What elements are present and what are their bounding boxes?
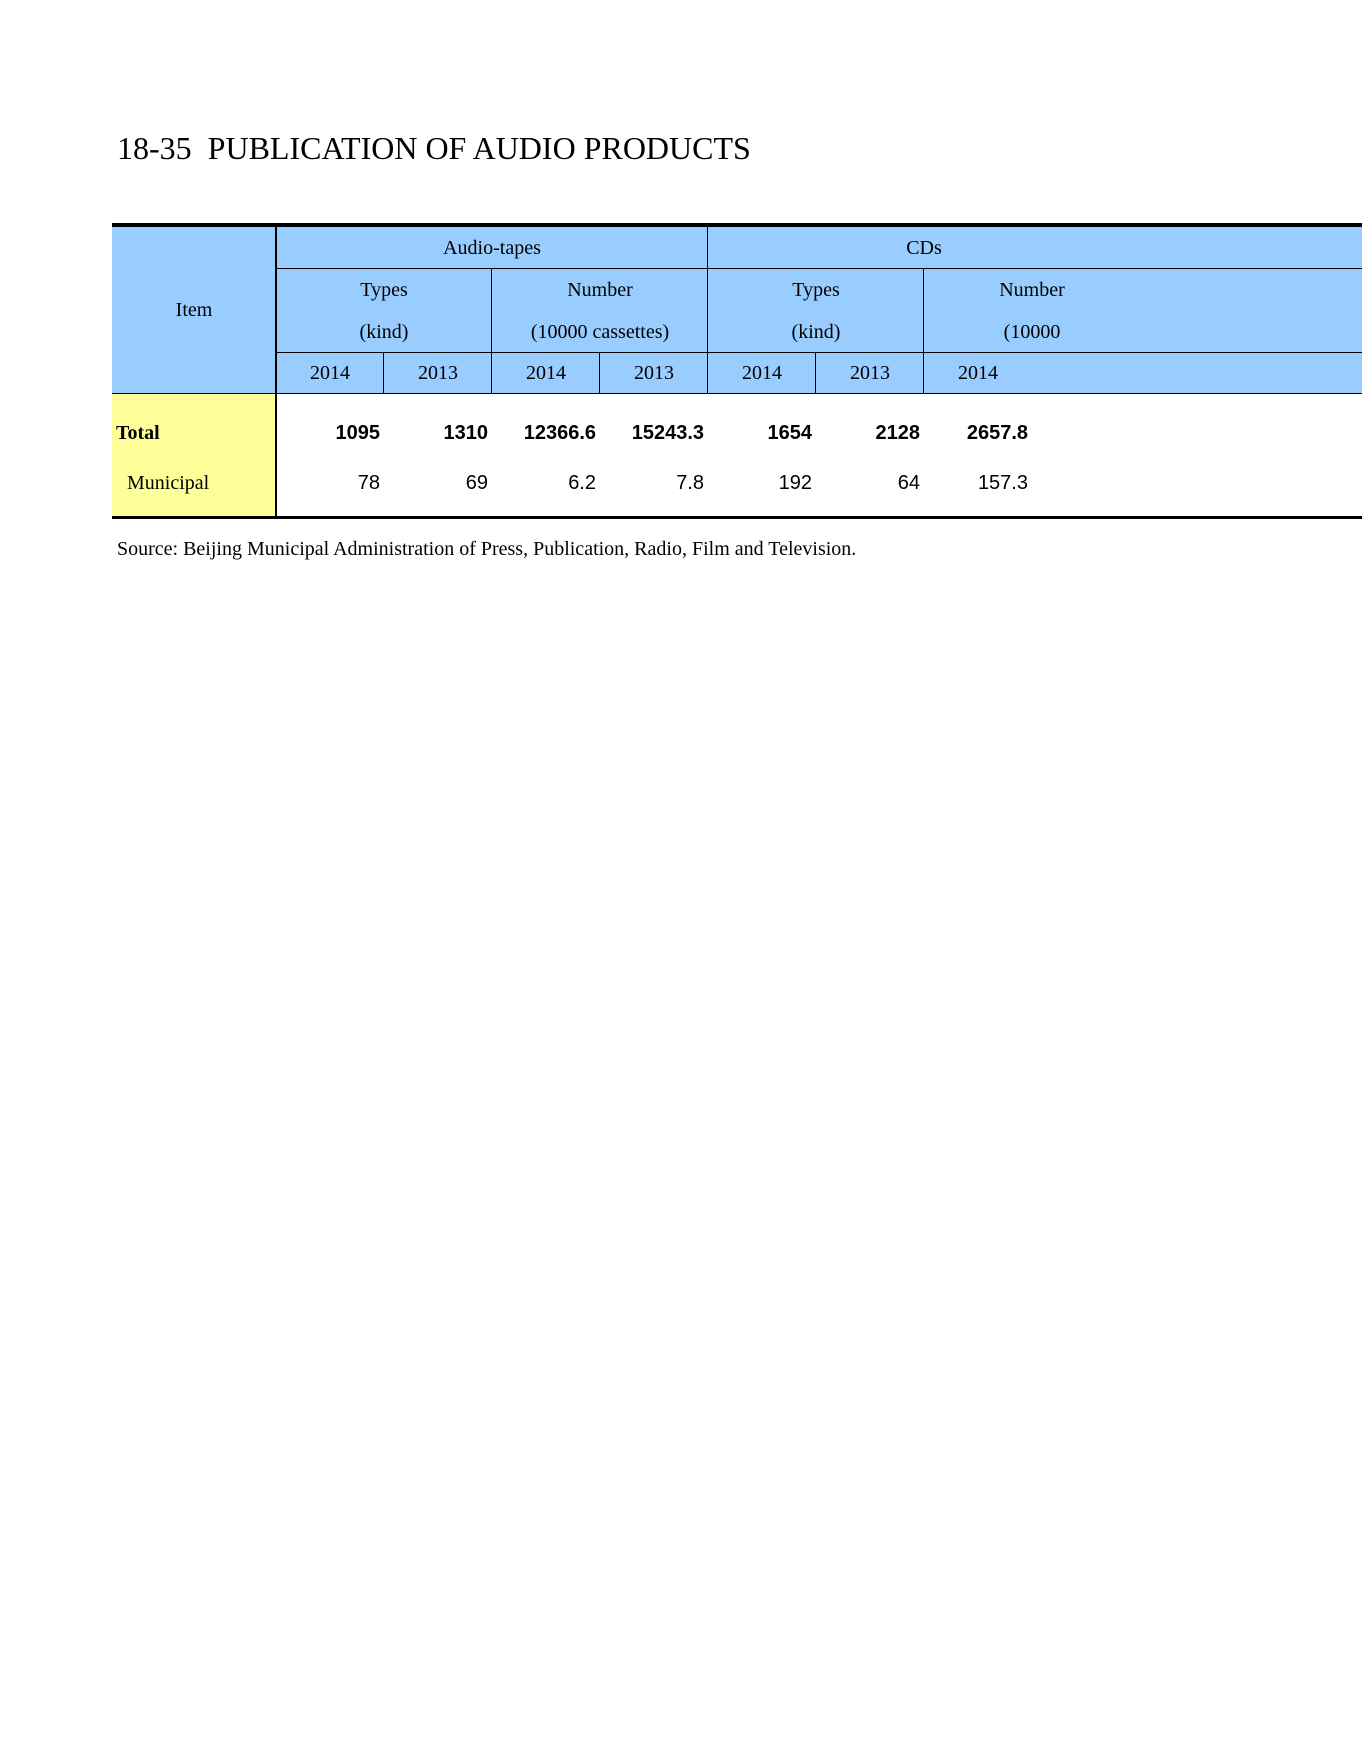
table-cell: 157.3	[977, 471, 1028, 494]
table-cell: 1654	[767, 421, 812, 444]
table-cell: 1095	[335, 421, 380, 444]
column-divider	[275, 227, 277, 516]
subgroup-header	[276, 269, 492, 353]
subgroup-unit: (10000	[1003, 321, 1061, 343]
subgroup-unit: (kind)	[359, 321, 409, 343]
subgroup-header	[492, 269, 708, 353]
year-header: 2014	[310, 362, 350, 384]
subgroup-unit: (kind)	[791, 321, 841, 343]
subgroup-label: Number	[567, 279, 633, 301]
subgroup-header	[708, 269, 924, 353]
group-header-audio-tapes: Audio-tapes	[443, 236, 541, 259]
column-divider	[707, 227, 708, 394]
source-note: Source: Beijing Municipal Administration of Press, Publication, Radio, Film and Television.	[117, 538, 857, 560]
page-title: 18-35 PUBLICATION OF AUDIO PRODUCTS	[117, 130, 751, 166]
header-bottom-rule	[112, 393, 1362, 394]
table-cell: 2128	[875, 421, 920, 444]
year-header: 2014	[526, 362, 566, 384]
table-cell: 15243.3	[631, 421, 704, 444]
year-header: 2013	[418, 362, 458, 384]
table-cell: 78	[357, 471, 380, 494]
year-header: 2014	[742, 362, 782, 384]
row-label-municipal: Municipal	[127, 471, 210, 494]
row-divider	[276, 268, 1362, 269]
subgroup-label: Types	[792, 279, 840, 301]
column-divider	[383, 353, 384, 394]
row-divider	[276, 352, 1362, 353]
subgroup-header	[924, 269, 1140, 353]
column-divider	[599, 353, 600, 394]
table-cell: 1310	[443, 421, 488, 444]
table-cell: 12366.6	[523, 421, 596, 444]
row-label-total: Total	[116, 421, 160, 444]
year-header: 2013	[850, 362, 890, 384]
group-header-cds: CDs	[906, 236, 942, 259]
table-cell: 192	[778, 471, 812, 494]
table-cell: 7.8	[676, 471, 704, 494]
subgroup-unit: (10000 cassettes)	[530, 321, 670, 343]
column-divider	[491, 269, 492, 394]
table-cell: 6.2	[568, 471, 596, 494]
year-header: 2013	[634, 362, 674, 384]
table-cell: 2657.8	[966, 421, 1028, 444]
subgroup-label: Number	[999, 279, 1065, 301]
column-divider	[815, 353, 816, 394]
table-cell: 69	[465, 471, 488, 494]
item-header: Item	[112, 227, 276, 394]
data-table	[112, 223, 1362, 519]
subgroup-label: Types	[360, 279, 408, 301]
column-divider	[923, 269, 924, 394]
table-cell: 64	[897, 471, 920, 494]
year-header: 2014	[958, 362, 998, 384]
table-viewport	[112, 223, 1065, 519]
